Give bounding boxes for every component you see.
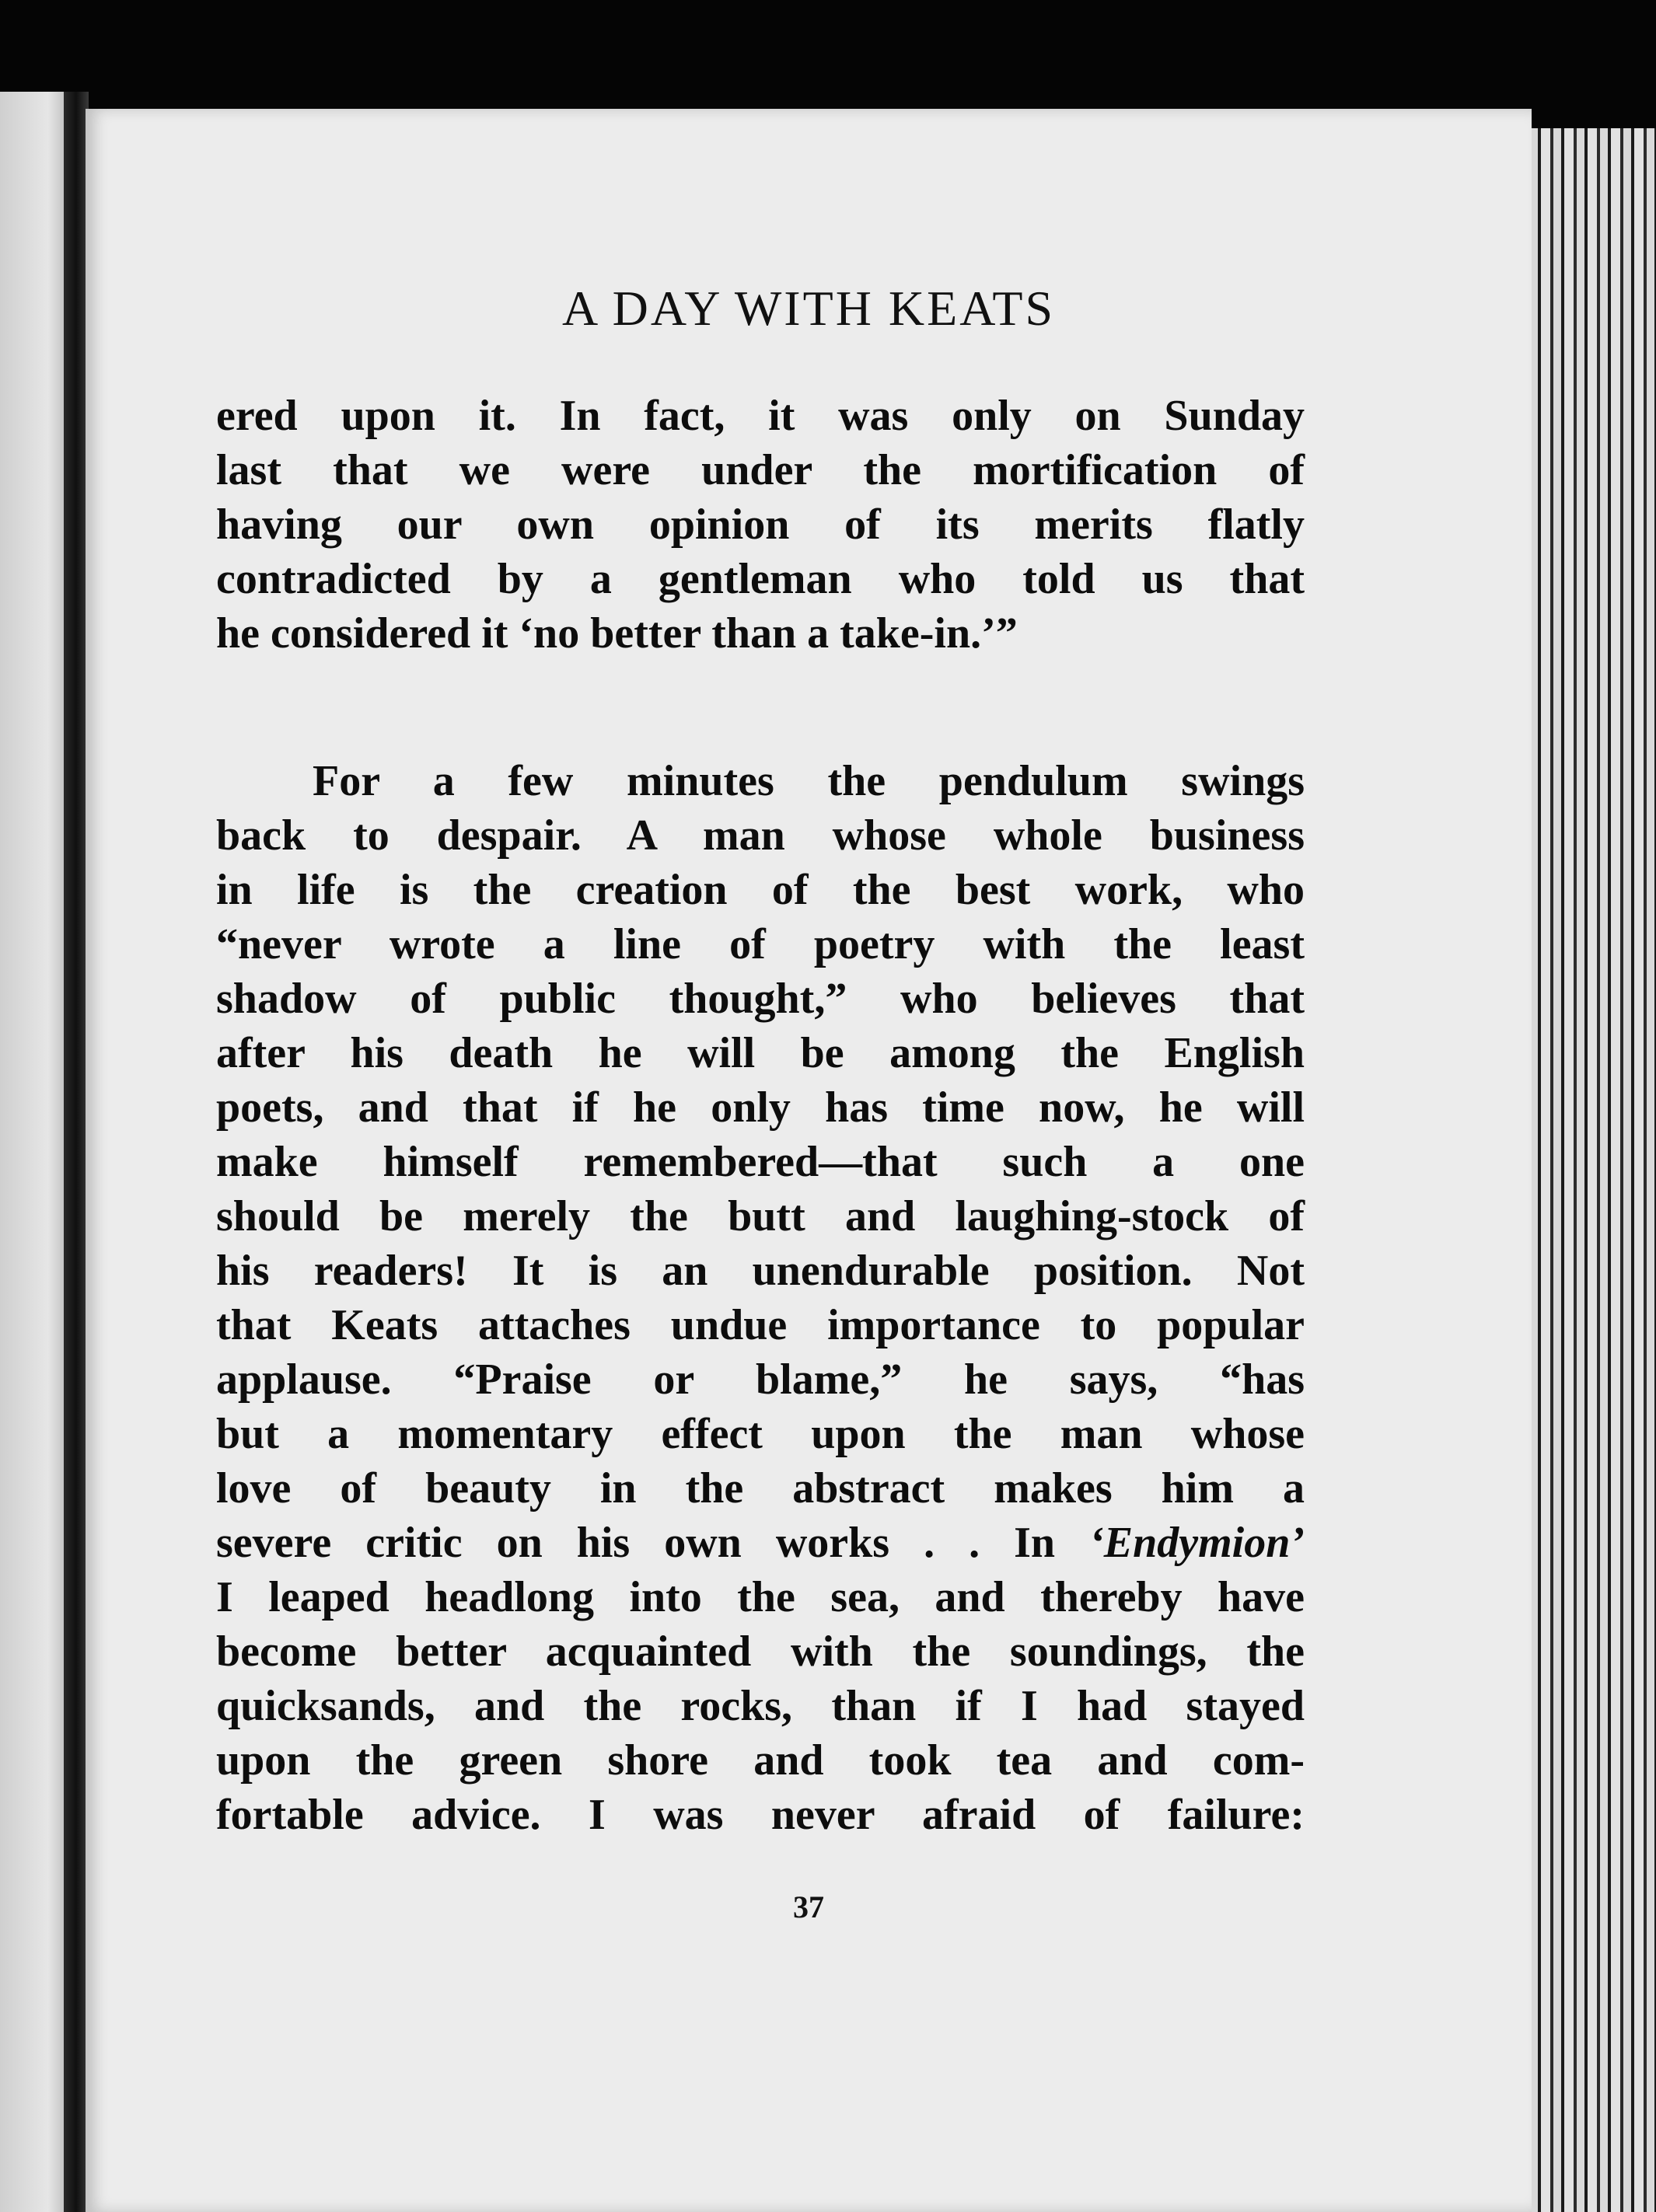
book-page [86,109,1532,2212]
text-line: back to despair. A man whose whole business [216,811,1305,860]
text-line: should be merely the butt and laughing-stock of [216,1192,1305,1240]
running-head: A DAY WITH KEATS [561,281,1056,336]
text-line: upon the green shore and took tea and com- [216,1736,1305,1785]
text-line: after his death he will be among the English [216,1029,1305,1077]
text-line: poets, and that if he only has time now, he will [216,1083,1305,1132]
text-line: shadow of public thought,” who believes that [216,975,1305,1023]
text-line-with-title [216,1516,1305,1570]
italic-title: ‘Endymion’ [1089,1519,1305,1567]
text-line: last that we were under the mortification of [216,446,1305,494]
text-line: For a few minutes the pendulum swings [313,757,1305,805]
text-line: “never wrote a line of poetry with the least [216,920,1305,968]
text-line: having our own opinion of its merits flatly [216,501,1305,549]
text-line: in life is the creation of the best work, who [216,866,1305,914]
continued-paragraph [216,389,1305,661]
text-line: ered upon it. In fact, it was only on Sunday [216,392,1305,440]
text-line: applause. “Praise or blame,” he says, “has [216,1355,1305,1404]
text-line: his readers! It is an unendurable position. Not [216,1247,1305,1295]
text-line-part: severe critic on his own works . . In [216,1519,1056,1567]
text-line: I leaped headlong into the sea, and thereby have [216,1573,1305,1621]
facing-page-edge [0,92,68,2212]
text-line: make himself remembered—that such a one [216,1138,1305,1186]
text-line: that Keats attaches undue importance to popular [216,1301,1305,1349]
text-line: he considered it ‘no better than a take-in.’” [216,609,1018,658]
main-paragraph [216,754,1305,1842]
stacked-page-edges [1530,128,1656,2212]
text-line: contradicted by a gentleman who told us that [216,555,1305,603]
text-line: but a momentary effect upon the man whose [216,1410,1305,1458]
text-line: quicksands, and the rocks, than if I had stayed [216,1682,1305,1730]
page-number: 37 [793,1889,824,1924]
text-line: love of beauty in the abstract makes him a [216,1464,1305,1512]
text-line: become better acquainted with the soundings, the [216,1628,1305,1676]
text-line: fortable advice. I was never afraid of failure: [216,1791,1305,1839]
